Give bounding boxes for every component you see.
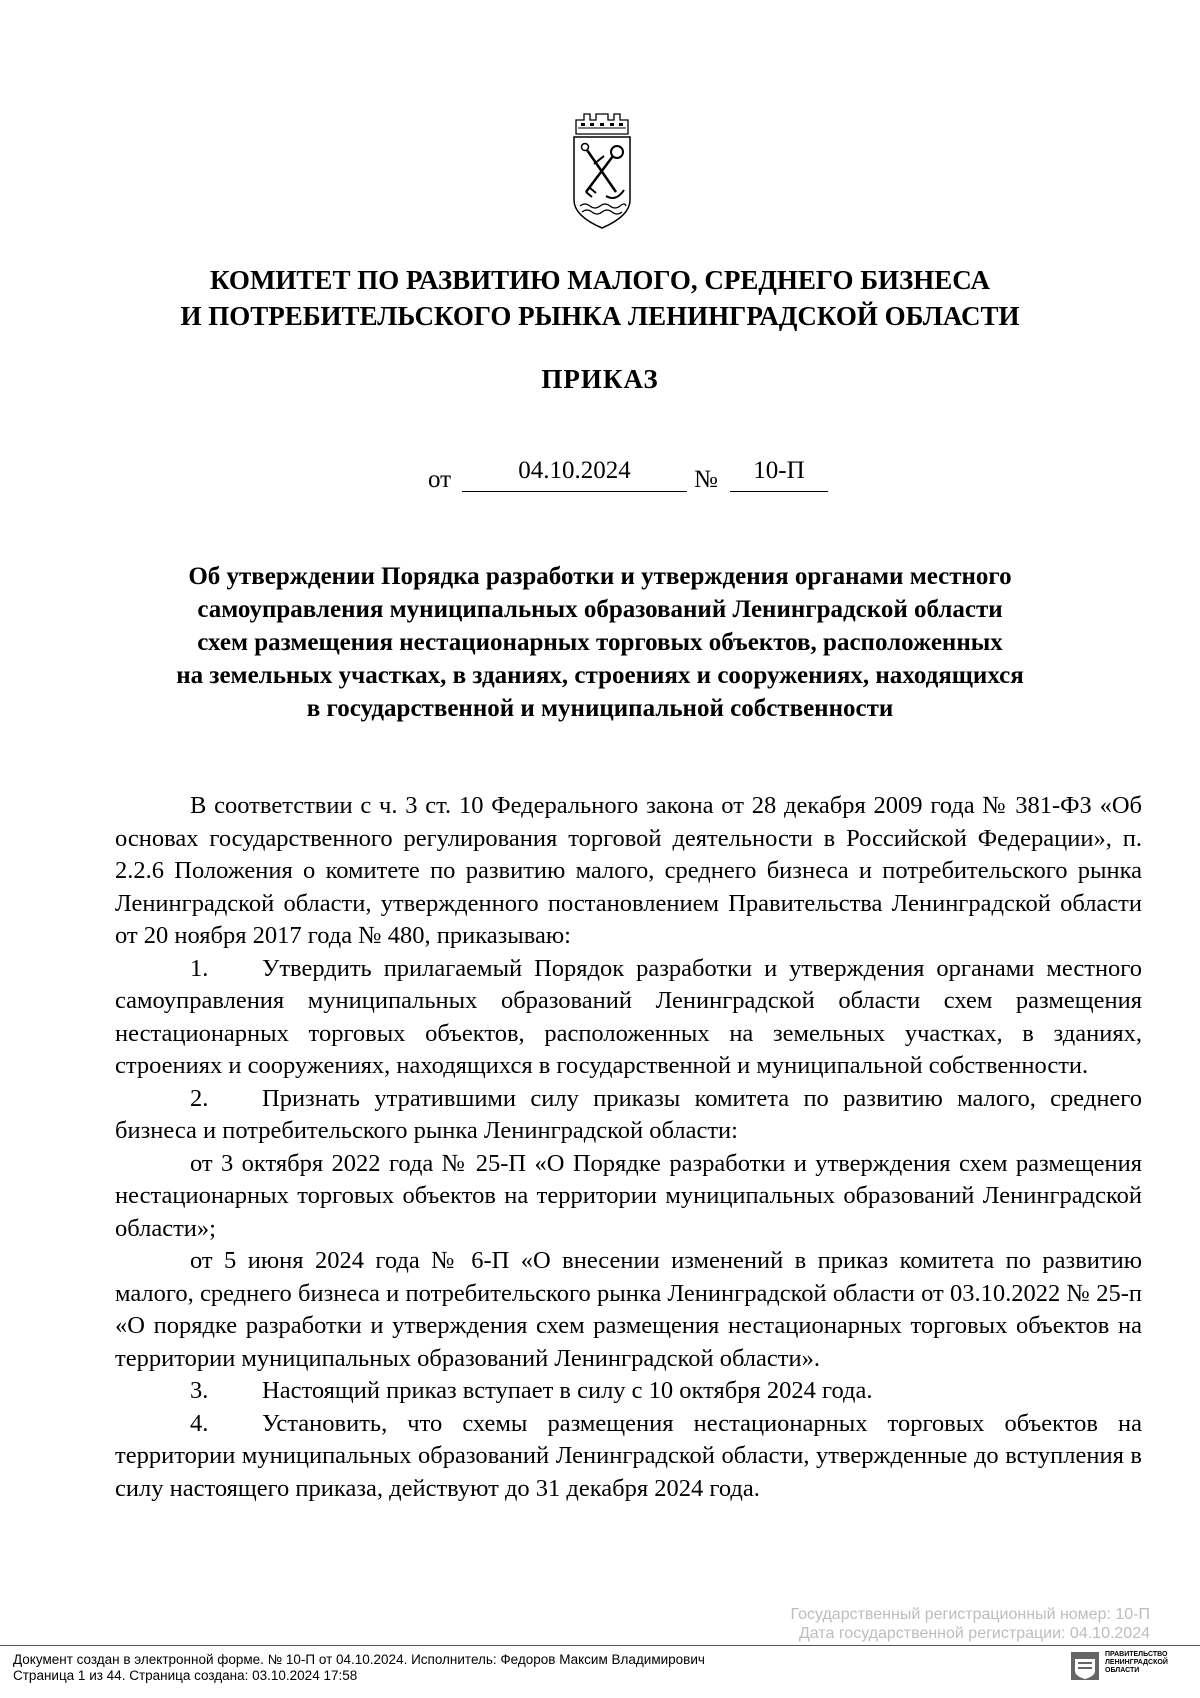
logo-text-line: ЛЕНИНГРАДСКОЙ <box>1105 1659 1168 1666</box>
list-item <box>115 1245 1142 1375</box>
item-text: от 5 июня 2024 года № 6-П «О внесении изменений в приказ комитета по развитию малого, среднего бизнеса и потребительского рынка Ленинградской области от 03.10.2022 № 25-п «О порядке разработки и утверждения схем размещения нестационарных торговых объектов на территории муниципальных образований Ленинградской области». <box>115 1247 1142 1372</box>
footer-divider <box>0 1645 1200 1646</box>
preamble-paragraph: В соответствии с ч. 3 ст. 10 Федерального закона от 28 декабря 2009 года № 381-ФЗ «Об основах государственного регулирования торговой деятельности в Российской Федерации», п. 2.2.6 Положения о комитете по развитию малого, среднего бизнеса и потребительского рынка Ленинградской области, утвержденного постановлением Правительства Ленинградской области от 20 ноября 2017 года № 480, приказываю: <box>115 792 1142 949</box>
organization-name-line: КОМИТЕТ ПО РАЗВИТИЮ МАЛОГО, СРЕДНЕГО БИЗНЕСА <box>210 265 990 295</box>
footer-line: Документ создан в электронной форме. № 10-П от 04.10.2024. Исполнитель: Федоров Максим Владимирович <box>13 1652 705 1667</box>
order-body <box>115 790 1142 1505</box>
coat-of-arms-icon <box>572 112 632 230</box>
organization-name <box>0 262 1200 334</box>
item-number: 2. <box>190 1084 209 1112</box>
date-prefix: от <box>428 466 452 493</box>
item-text: Признать утратившими силу приказы комитета по развитию малого, среднего бизнеса и потребительского рынка Ленинградской области: <box>115 1084 1142 1144</box>
item-text: от 3 октября 2022 года № 25-П «О Порядке разработки и утверждения схем размещения нестационарных торговых объектов на территории муниципальных образований Ленинградской области»; <box>115 1149 1142 1242</box>
order-date-number <box>0 456 1200 496</box>
order-number: 10-П <box>730 456 828 492</box>
subject-line: на земельных участках, в зданиях, строениях и сооружениях, находящихся <box>176 662 1024 689</box>
registration-date: Дата государственной регистрации: 04.10.2024 <box>798 1625 1150 1642</box>
list-item <box>115 1408 1142 1506</box>
registration-number: Государственный регистрационный номер: 10-П <box>790 1606 1150 1623</box>
list-item <box>115 1375 1142 1408</box>
item-text: Утвердить прилагаемый Порядок разработки и утверждения органами местного самоуправления муниципальных образований Ленинградской области схем размещения нестационарных торговых объектов, расположенных на земельных участках, в зданиях, строениях и сооружениях, находящихся в государственной и муниципальной собственности. <box>115 954 1142 1079</box>
registration-stamp <box>791 1605 1151 1643</box>
item-number: 1. <box>190 954 209 982</box>
item-text: Установить, что схемы размещения нестационарных торговых объектов на территории муниципальных образований Ленинградской области, утвержденные до вступления в силу настоящего приказа, действуют до 31 декабря 2024 года. <box>115 1409 1142 1502</box>
item-text: Настоящий приказ вступает в силу с 10 октября 2024 года. <box>262 1377 873 1404</box>
subject-line: схем размещения нестационарных торговых объектов, расположенных <box>197 629 1003 656</box>
subject-line: Об утверждении Порядка разработки и утверждения органами местного <box>188 563 1012 590</box>
government-logo-icon <box>1070 1651 1100 1681</box>
item-number: 4. <box>190 1409 209 1437</box>
subject-line: самоуправления муниципальных образований Ленинградской области <box>197 596 1003 623</box>
logo-text-line: ОБЛАСТИ <box>1105 1667 1140 1674</box>
order-date: 04.10.2024 <box>462 456 687 492</box>
document-type: ПРИКАЗ <box>541 364 659 394</box>
list-item <box>115 953 1142 1083</box>
list-item <box>115 1148 1142 1246</box>
footer-line: Страница 1 из 44. Страница создана: 03.10.2024 17:58 <box>13 1668 358 1683</box>
item-number: 3. <box>190 1377 209 1404</box>
government-logo-text <box>1105 1651 1168 1675</box>
document-footer <box>13 1652 705 1684</box>
number-prefix: № <box>694 466 718 493</box>
logo-text-line: ПРАВИТЕЛЬСТВО <box>1105 1651 1168 1658</box>
order-subject <box>100 560 1100 725</box>
list-item <box>115 1083 1142 1148</box>
organization-name-line: И ПОТРЕБИТЕЛЬСКОГО РЫНКА ЛЕНИНГРАДСКОЙ ОБЛАСТИ <box>180 301 1020 331</box>
subject-line: в государственной и муниципальной собственности <box>306 695 894 722</box>
